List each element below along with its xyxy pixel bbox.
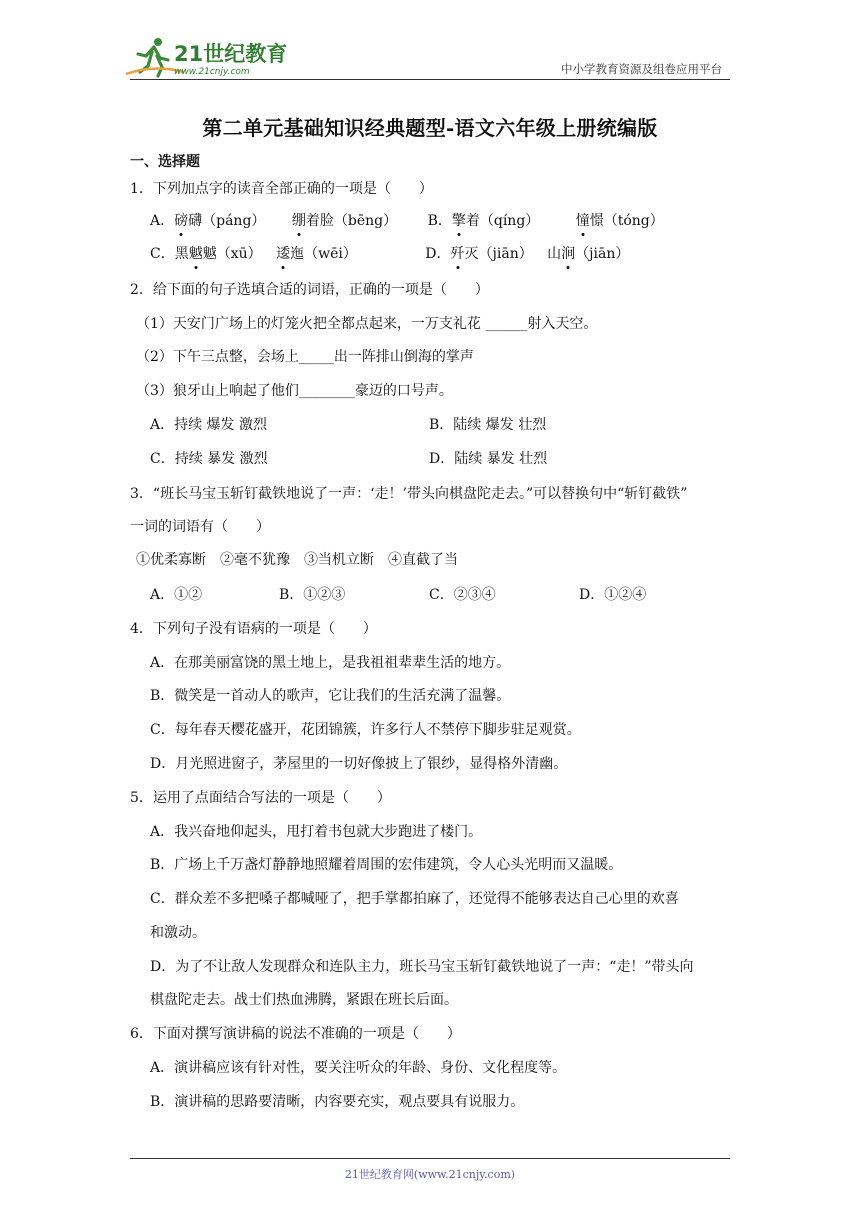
question-6-stem: 6．下面对撰写演讲稿的说法不准确的一项是（ ） bbox=[130, 1026, 461, 1042]
option-text: 憬（tóng） bbox=[589, 213, 664, 229]
footer-link[interactable]: 21世纪教育网(www.21cnjy.com) bbox=[344, 1168, 516, 1181]
site-logo bbox=[124, 34, 289, 78]
option-text: 黑 bbox=[174, 246, 189, 262]
dotted-char: 歼 bbox=[450, 246, 465, 262]
option-text: 灭（jiān） bbox=[464, 246, 533, 262]
question-3-stem-cont: 一词的词语有（ ） bbox=[130, 519, 270, 535]
question-5-option-d: D．为了不让敌人发现群众和连队主力，班长马宝玉斩钉截铁地说了一声：“走！”带头向 bbox=[150, 959, 694, 975]
option-b-label: B． bbox=[427, 213, 452, 229]
logo-text: 21世纪教育 bbox=[174, 42, 288, 66]
option-c-label: C． bbox=[150, 246, 175, 262]
dotted-char: 逶 bbox=[276, 246, 291, 262]
section-heading: 一、选择题 bbox=[130, 154, 200, 170]
question-3-option-a: A．①② bbox=[150, 587, 203, 603]
question-4-option-a: A．在那美丽富饶的黑土地上，是我祖祖辈辈生活的地方。 bbox=[150, 655, 511, 671]
question-2-sentence-1: （1）天安门广场上的灯笼火把全都点起来，一万支礼花 ______射入天空。 bbox=[136, 316, 598, 332]
question-1-options-cd bbox=[150, 245, 629, 263]
option-text: 着（qíng） bbox=[465, 213, 540, 229]
question-5-option-d-cont: 棋盘陀走去。战士们热血沸腾，紧跟在班长后面。 bbox=[150, 992, 458, 1008]
question-2-sentence-2: （2）下午三点整，会场上_____出一阵排山倒海的掌声 bbox=[136, 349, 474, 365]
question-6-option-b: B．演讲稿的思路要清晰，内容要充实，观点要具有说服力。 bbox=[150, 1094, 525, 1110]
footer-divider bbox=[130, 1158, 730, 1159]
question-2-option-d: D．陆续 暴发 壮烈 bbox=[429, 451, 548, 467]
question-6-option-a: A．演讲稿应该有针对性，要关注听众的年龄、身份、文化程度等。 bbox=[150, 1060, 567, 1076]
question-4-option-d: D．月光照进窗子，茅屋里的一切好像披上了银纱，显得格外清幽。 bbox=[150, 756, 568, 772]
option-d-label: D． bbox=[425, 246, 451, 262]
option-text: 着脸（bēng） bbox=[305, 213, 398, 229]
question-3-option-b: B．①②③ bbox=[279, 587, 346, 603]
question-5-option-b: B．广场上千万盏灯静静地照耀着周围的宏伟建筑，令人心头光明而又温暖。 bbox=[150, 857, 623, 873]
question-4-option-b: B．微笑是一首动人的歌声，它让我们的生活充满了温馨。 bbox=[150, 688, 511, 704]
dotted-char: 魆 bbox=[188, 246, 203, 262]
question-1-stem: 1．下列加点字的读音全部正确的一项是（ ） bbox=[130, 181, 433, 197]
question-2-option-c: C．持续 暴发 激烈 bbox=[150, 451, 268, 467]
dotted-char: 磅 bbox=[174, 213, 189, 229]
question-2-option-b: B．陆续 爆发 壮烈 bbox=[429, 417, 547, 433]
question-3-option-d: D．①②④ bbox=[579, 587, 647, 603]
question-2-option-a: A．持续 爆发 激烈 bbox=[150, 417, 268, 433]
dotted-char: 涧 bbox=[561, 246, 576, 262]
site-name: 中小学教育资源及组卷应用平台 bbox=[561, 62, 722, 76]
question-5-option-c: C．群众差不多把嗓子都喊哑了，把手掌都拍麻了，还觉得不能够表达自己心里的欢喜 bbox=[150, 891, 679, 907]
question-4-stem: 4．下列句子没有语病的一项是（ ） bbox=[130, 621, 377, 637]
option-text: 迤（wēi） bbox=[290, 246, 357, 262]
question-5-option-c-cont: 和激动。 bbox=[150, 925, 206, 941]
option-text: 礴（páng） bbox=[188, 213, 266, 229]
dotted-char: 憧 bbox=[575, 213, 590, 229]
question-3-items: ①优柔寡断 ②毫不犹豫 ③当机立断 ④直截了当 bbox=[136, 552, 458, 568]
dotted-char: 擎 bbox=[451, 213, 466, 229]
option-text: 山 bbox=[547, 246, 562, 262]
question-5-stem: 5．运用了点面结合写法的一项是（ ） bbox=[130, 790, 391, 806]
question-3-option-c: C．②③④ bbox=[429, 587, 496, 603]
question-2-stem: 2．给下面的句子选填合适的词语，正确的一项是（ ） bbox=[130, 282, 489, 298]
question-1-options-ab bbox=[150, 212, 664, 230]
question-2-sentence-3: （3）狼牙山上响起了他们________豪迈的口号声。 bbox=[136, 383, 453, 399]
option-text: 魆（xū） bbox=[202, 246, 262, 262]
option-text: （jiān） bbox=[575, 246, 630, 262]
page-title: 第二单元基础知识经典题型-语文六年级上册统编版 bbox=[202, 116, 658, 140]
logo-url: www.21cnjy.com bbox=[174, 67, 250, 77]
question-5-option-a: A．我兴奋地仰起头，甩打着书包就大步跑进了楼门。 bbox=[150, 824, 483, 840]
option-a-label: A． bbox=[150, 213, 175, 229]
header-divider bbox=[130, 79, 730, 80]
dotted-char: 绷 bbox=[291, 213, 306, 229]
question-4-option-c: C．每年春天樱花盛开，花团锦簇，许多行人不禁停下脚步驻足观赏。 bbox=[150, 722, 581, 738]
question-3-stem: 3．“班长马宝玉斩钉截铁地说了一声：‘走！’带头向棋盘陀走去。”可以替换句中“斩钉截铁” bbox=[130, 486, 688, 502]
